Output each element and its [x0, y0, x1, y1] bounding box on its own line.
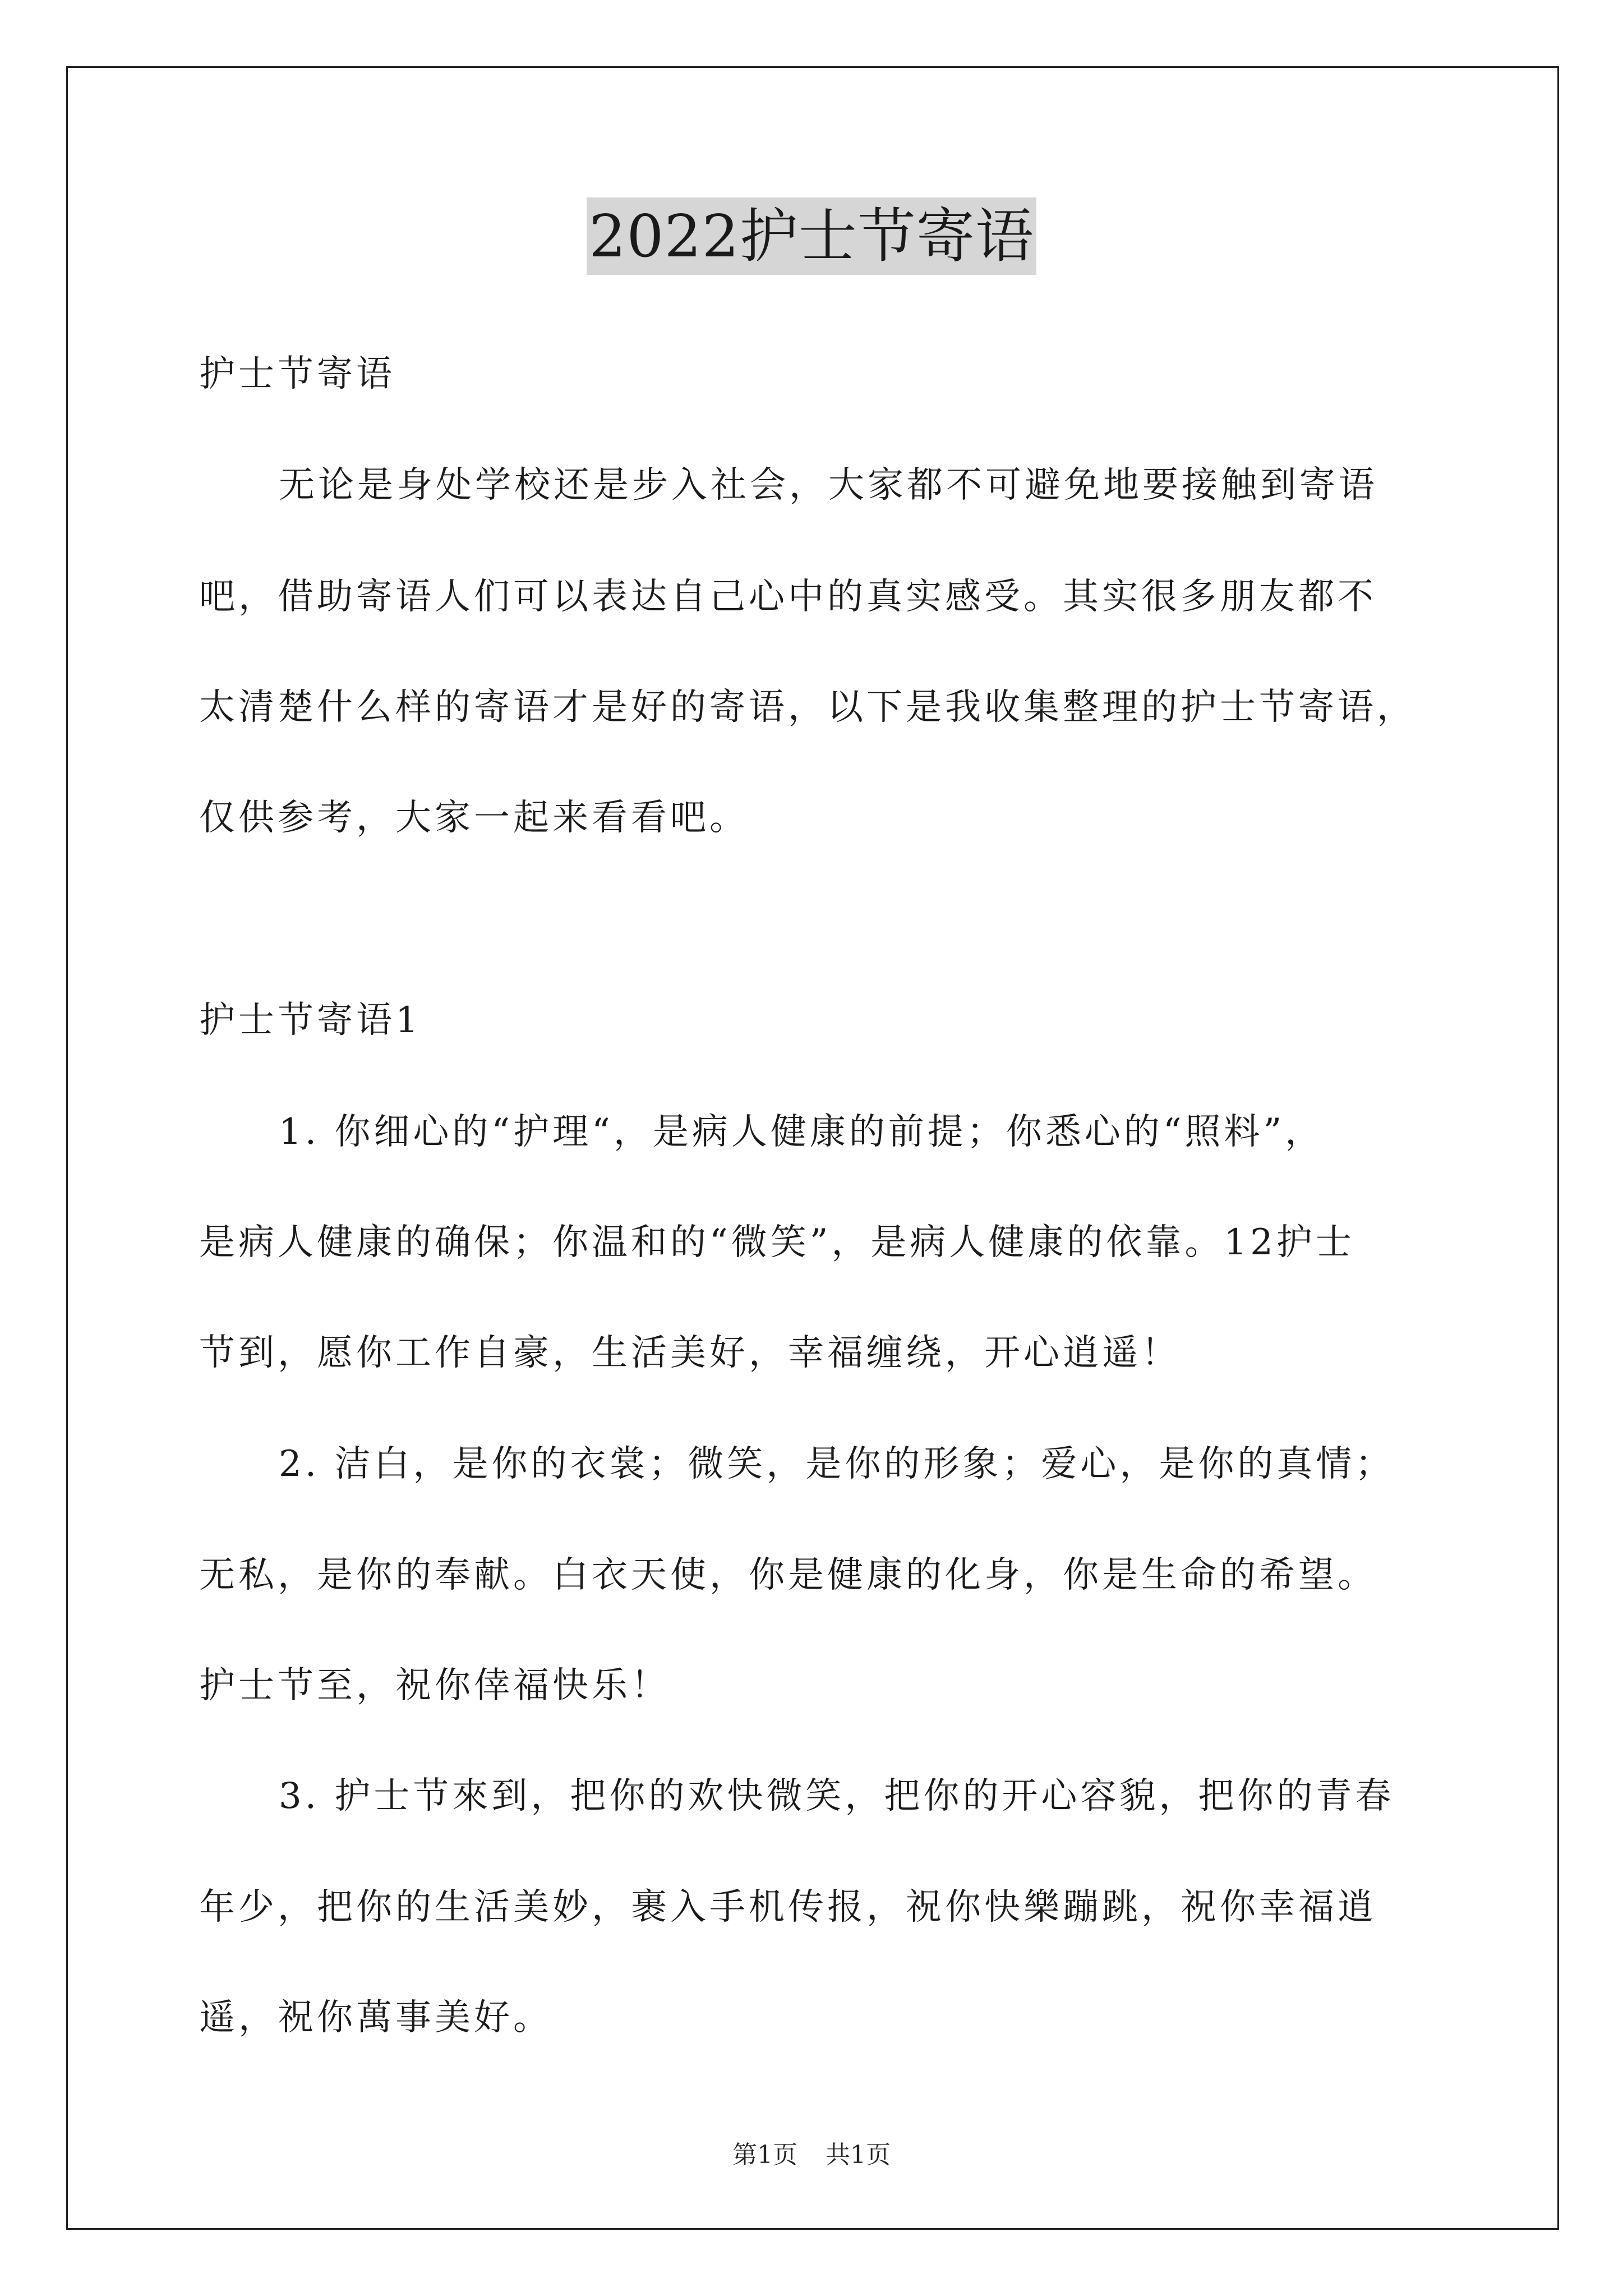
list-item-line: 1. 你细心的“护理“，是病人健康的前提；你悉心的“照料”， — [279, 1111, 1325, 1153]
list-item-line: 无私，是你的奉献。白衣天使，你是健康的化身，你是生命的希望。 — [199, 1554, 1377, 1596]
list-item-line: 是病人健康的确保；你温和的“微笑”，是病人健康的依靠。12护士 — [199, 1222, 1355, 1263]
intro-line: 太清楚什么样的寄语才是好的寄语，以下是我收集整理的护士节寄语， — [199, 687, 1416, 728]
list-item-line: 2. 洁白，是你的衣裳；微笑，是你的形象；爱心，是你的真情； — [279, 1443, 1395, 1485]
list-item-line: 护士节至，祝你倖福快乐！ — [199, 1665, 670, 1706]
intro-line: 无论是身处学校还是步入社会，大家都不可避免地要接触到寄语 — [279, 464, 1378, 506]
intro-line: 吧，借助寄语人们可以表达自己心中的真实感受。其实很多朋友都不 — [199, 576, 1377, 618]
intro-line: 仅供参考，大家一起来看看吧。 — [199, 797, 749, 839]
section-heading: 护士节寄语1 — [199, 1000, 422, 1041]
list-item-line: 遥，祝你萬事美好。 — [199, 1997, 552, 2039]
title-container — [0, 197, 1623, 275]
page-footer — [0, 2138, 1623, 2172]
subtitle: 护士节寄语 — [199, 353, 395, 395]
page-number-total: 共1页 — [826, 2141, 891, 2169]
list-item-line: 年少，把你的生活美妙，裹入手机传报，祝你快樂蹦跳，祝你幸福逍 — [199, 1887, 1377, 1928]
list-item-line: 3. 护士节來到，把你的欢快微笑，把你的开心容貌，把你的青春 — [279, 1775, 1395, 1817]
document-title: 2022护士节寄语 — [587, 197, 1036, 275]
page-number-current: 第1页 — [732, 2141, 797, 2169]
list-item-line: 节到，愿你工作自豪，生活美好，幸福缠绕，开心逍遥！ — [199, 1332, 1181, 1374]
